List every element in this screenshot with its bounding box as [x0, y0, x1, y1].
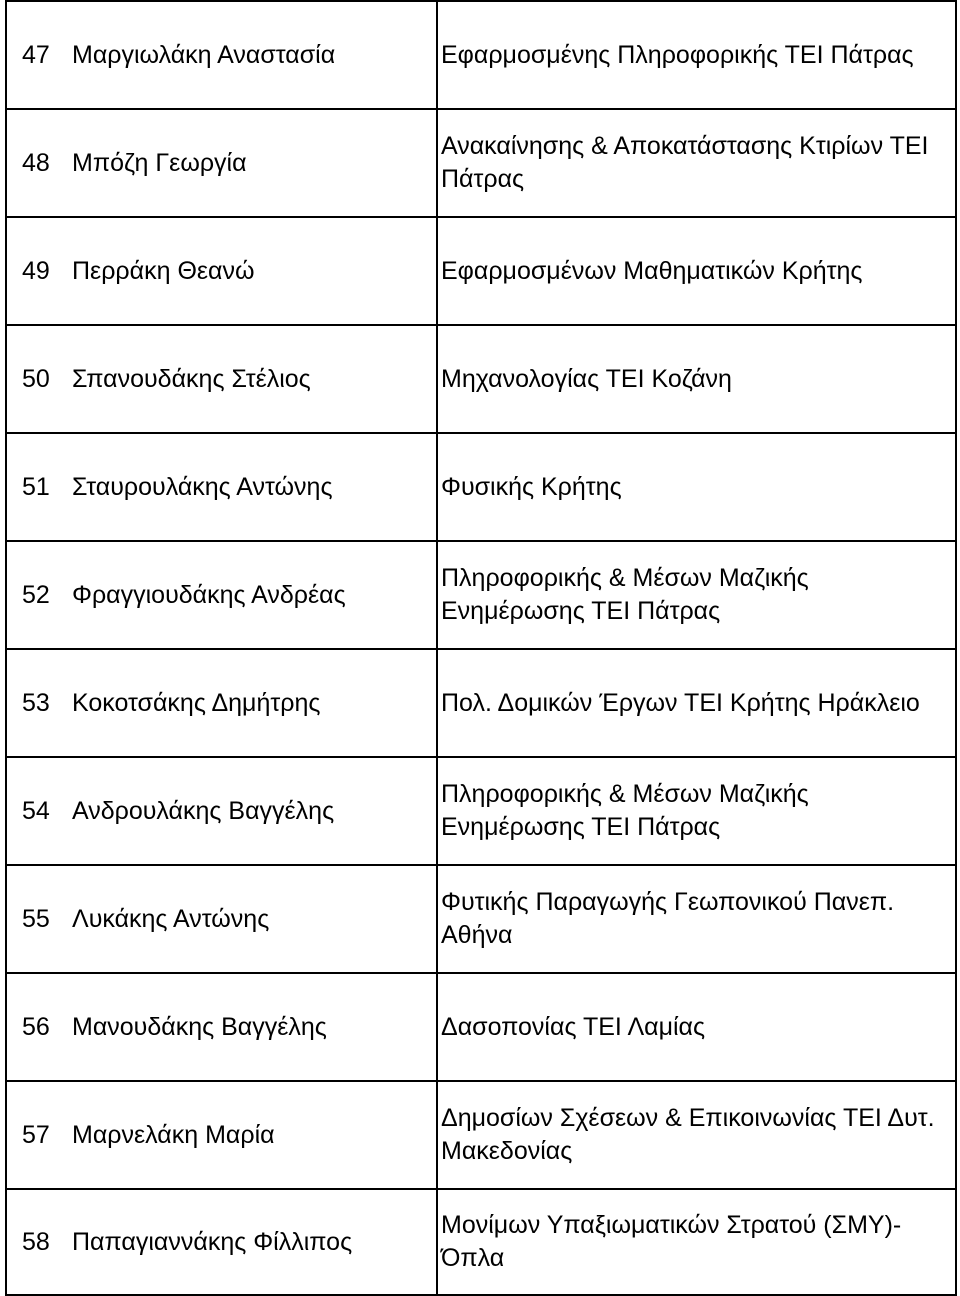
department-cell: Εφαρμοσμένων Μαθηματικών Κρήτης [437, 217, 956, 325]
row-number: 55 [22, 904, 50, 933]
table-row [6, 865, 956, 973]
name-cell [6, 865, 437, 973]
row-number: 57 [22, 1120, 50, 1149]
person-name: Μπόζη Γεωργία [72, 148, 247, 177]
department-cell: Δημοσίων Σχέσεων & Επικοινωνίας ΤΕΙ Δυτ. Μακεδονίας [437, 1081, 956, 1189]
person-name: Παπαγιαννάκης Φίλλιπος [72, 1227, 353, 1256]
row-number: 53 [22, 688, 50, 717]
department-cell: Πληροφορικής & Μέσων Μαζικής Ενημέρωσης ΤΕΙ Πάτρας [437, 757, 956, 865]
name-cell [6, 109, 437, 217]
department-cell: Πολ. Δομικών Έργων ΤΕΙ Κρήτης Ηράκλειο [437, 649, 956, 757]
row-number: 47 [22, 40, 50, 69]
person-name: Λυκάκης Αντώνης [72, 904, 270, 933]
row-number: 52 [22, 580, 50, 609]
person-name: Μαργιωλάκη Αναστασία [72, 40, 336, 69]
table-row [6, 649, 956, 757]
row-number: 58 [22, 1227, 50, 1256]
row-number: 54 [22, 796, 50, 825]
table-body [6, 1, 956, 1295]
department-cell: Φυτικής Παραγωγής Γεωπονικού Πανεπ. Αθήνα [437, 865, 956, 973]
table-row [6, 973, 956, 1081]
name-cell [6, 757, 437, 865]
department-cell: Μηχανολογίας ΤΕΙ Κοζάνη [437, 325, 956, 433]
table-row [6, 541, 956, 649]
table-row [6, 217, 956, 325]
department-cell: Δασοπονίας ΤΕΙ Λαμίας [437, 973, 956, 1081]
name-cell [6, 1, 437, 109]
name-cell [6, 1081, 437, 1189]
person-name: Περράκη Θεανώ [72, 256, 255, 285]
table-row [6, 109, 956, 217]
row-number: 51 [22, 472, 50, 501]
department-cell: Φυσικής Κρήτης [437, 433, 956, 541]
table-row [6, 1189, 956, 1295]
name-cell [6, 973, 437, 1081]
department-cell: Εφαρμοσμένης Πληροφορικής ΤΕΙ Πάτρας [437, 1, 956, 109]
person-name: Μαρνελάκη Μαρία [72, 1120, 275, 1149]
person-name: Μανουδάκης Βαγγέλης [72, 1012, 327, 1041]
table-row [6, 325, 956, 433]
candidate-list-table [5, 0, 957, 1296]
row-number: 49 [22, 256, 50, 285]
person-name: Σταυρουλάκης Αντώνης [72, 472, 333, 501]
table-row [6, 1081, 956, 1189]
department-cell: Μονίμων Υπαξιωματικών Στρατού (ΣΜΥ)-Όπλα [437, 1189, 956, 1295]
name-cell [6, 649, 437, 757]
name-cell [6, 217, 437, 325]
department-cell: Πληροφορικής & Μέσων Μαζικής Ενημέρωσης ΤΕΙ Πάτρας [437, 541, 956, 649]
table-row [6, 757, 956, 865]
department-cell: Ανακαίνησης & Αποκατάστασης Κτιρίων ΤΕΙ Πάτρας [437, 109, 956, 217]
table-row [6, 433, 956, 541]
row-number: 50 [22, 364, 50, 393]
person-name: Ανδρουλάκης Βαγγέλης [72, 796, 335, 825]
row-number: 56 [22, 1012, 50, 1041]
name-cell [6, 1189, 437, 1295]
table-row [6, 1, 956, 109]
person-name: Φραγγιουδάκης Ανδρέας [72, 580, 346, 609]
name-cell [6, 433, 437, 541]
row-number: 48 [22, 148, 50, 177]
name-cell [6, 541, 437, 649]
person-name: Κοκοτσάκης Δημήτρης [72, 688, 321, 717]
name-cell [6, 325, 437, 433]
person-name: Σπανουδάκης Στέλιος [72, 364, 311, 393]
